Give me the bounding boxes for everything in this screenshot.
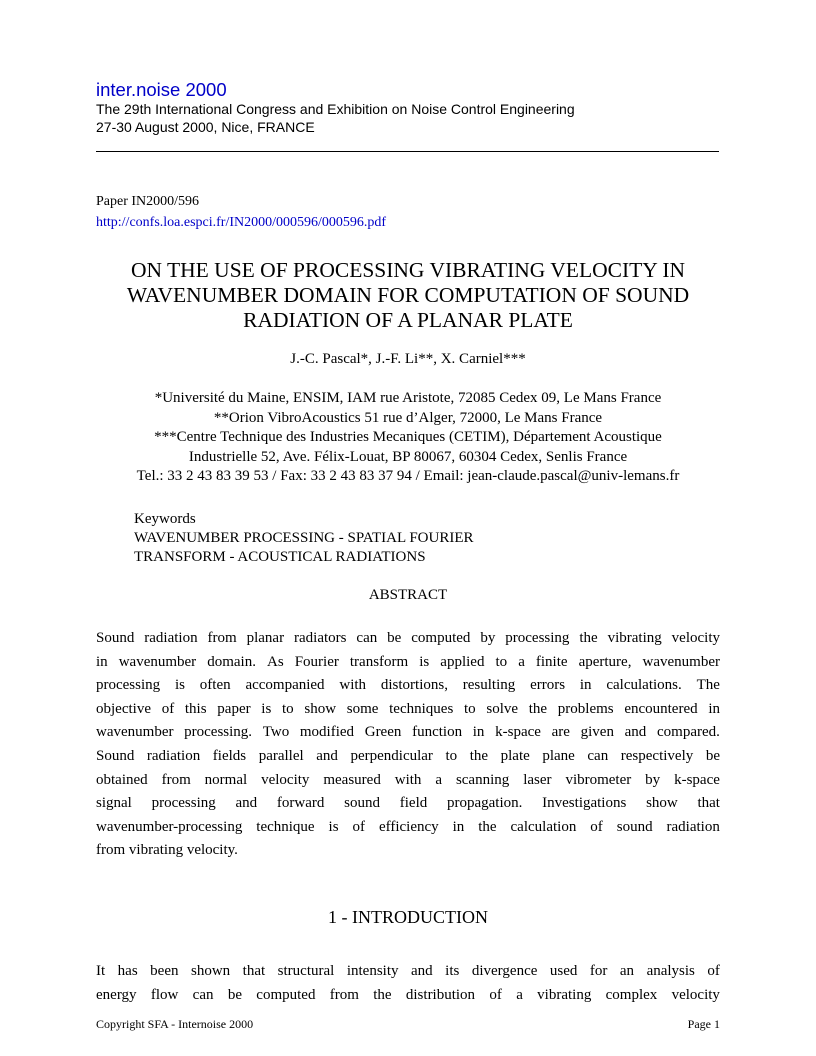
word: Investigations: [542, 795, 627, 812]
abstract-line: [96, 627, 720, 651]
contact-line: Tel.: 33 2 43 83 39 53 / Fax: 33 2 43 83 37 94 / Email: jean-claude.pascal@univ-lemans.fr: [136, 468, 680, 484]
abstract-line: [96, 721, 720, 745]
word: finite: [535, 653, 568, 670]
word: be: [387, 630, 402, 646]
word: from: [161, 771, 191, 788]
word: wavenumber: [118, 653, 197, 670]
word: calculations.: [606, 677, 682, 694]
abstract-line: [96, 651, 720, 675]
word: processing: [96, 677, 161, 694]
word: Green: [364, 724, 402, 741]
word: show: [304, 700, 337, 717]
word: Sound: [96, 630, 135, 646]
word: complex: [605, 987, 658, 1003]
word: often: [199, 677, 231, 694]
word: can: [192, 987, 214, 1003]
word: a: [435, 771, 443, 788]
keywords-label: Keywords: [134, 511, 196, 527]
keywords-line: WAVENUMBER PROCESSING - SPATIAL FOURIER: [134, 530, 474, 546]
word: are: [551, 724, 570, 741]
paper-url-link[interactable]: http://confs.loa.espci.fr/IN2000/000596/000596.pdf: [96, 215, 387, 230]
word: Two: [262, 724, 290, 741]
abstract-line: [96, 769, 720, 793]
word: velocity: [261, 771, 310, 788]
word: technique: [256, 818, 315, 835]
word: sound: [344, 795, 380, 812]
word: distortions,: [380, 677, 448, 694]
word: is: [261, 700, 272, 717]
word: to: [445, 747, 458, 764]
abstract-heading: ABSTRACT: [368, 587, 448, 603]
word: radiation: [144, 630, 198, 646]
paper-id: Paper IN2000/596: [96, 194, 200, 209]
word: has: [117, 963, 138, 979]
word: errors: [530, 677, 566, 694]
word: the: [373, 987, 392, 1003]
word: show: [646, 795, 678, 812]
word: the: [469, 747, 489, 764]
word: The: [696, 677, 720, 694]
word: and: [316, 747, 338, 764]
word: that: [697, 795, 720, 812]
word: k-space: [495, 724, 541, 741]
word: of: [352, 818, 366, 835]
word: distribution: [405, 987, 476, 1003]
word: encountered: [624, 700, 698, 717]
header-divider: [96, 151, 719, 152]
affiliations: [90, 389, 726, 487]
word: of: [590, 818, 603, 835]
word: of: [161, 700, 175, 717]
word: measured: [323, 771, 381, 788]
word: to: [282, 700, 294, 717]
word: processing: [505, 630, 570, 646]
affiliation-line: ***Centre Technique des Industries Mecaniques (CETIM), Département Acoustique: [154, 429, 662, 445]
word: parallel: [258, 747, 304, 764]
word: and: [235, 795, 258, 812]
word: perpendicular: [350, 747, 433, 764]
word: aperture,: [578, 653, 632, 670]
introduction-line: [96, 983, 720, 1007]
word: for: [589, 963, 608, 979]
word: the: [528, 700, 548, 717]
word: in: [452, 818, 465, 835]
word: techniques: [389, 700, 454, 717]
word: that: [242, 963, 266, 979]
word: given: [580, 724, 614, 741]
word: structural: [277, 963, 335, 979]
word: vibrating: [607, 630, 662, 646]
word: and: [624, 724, 647, 741]
word: been: [150, 963, 179, 979]
word: wavenumber-processing: [96, 818, 243, 835]
word: in: [96, 653, 108, 670]
word: solve: [486, 700, 519, 717]
word: energy: [96, 987, 137, 1003]
keywords-block: [134, 510, 474, 567]
keywords-line: TRANSFORM - ACOUSTICAL RADIATIONS: [134, 549, 426, 565]
word: plane: [542, 747, 575, 764]
word: wavenumber: [642, 653, 720, 670]
word: and: [411, 963, 433, 979]
word: the: [579, 630, 598, 646]
word: can: [356, 630, 378, 646]
word: is: [328, 818, 339, 835]
word: field: [399, 795, 428, 812]
word: sound: [616, 818, 653, 835]
word: of: [707, 963, 720, 979]
conference-date-place: 27-30 August 2000, Nice, FRANCE: [96, 119, 315, 135]
word: laser: [523, 771, 552, 788]
word: the: [478, 818, 497, 835]
word: an: [619, 963, 635, 979]
authors: J.-C. Pascal*, J.-F. Li**, X. Carniel***: [290, 351, 526, 367]
word: normal: [204, 771, 248, 788]
abstract-line: [96, 674, 720, 698]
word: of: [489, 987, 502, 1003]
word: by: [645, 771, 661, 788]
word: flow: [150, 987, 179, 1003]
word: from: [207, 630, 237, 646]
abstract-body: [96, 627, 720, 863]
word: its: [445, 963, 460, 979]
word: wavenumber: [96, 724, 174, 741]
word: As: [266, 653, 284, 670]
word: this: [184, 700, 207, 717]
word: in: [579, 677, 592, 694]
abstract-line: from vibrating velocity.: [96, 842, 238, 859]
word: modified: [299, 724, 355, 741]
word: velocity: [671, 987, 720, 1003]
introduction-heading: 1 - INTRODUCTION: [328, 907, 488, 927]
word: with: [394, 771, 422, 788]
abstract-line: [96, 816, 720, 840]
word: objective: [96, 700, 151, 717]
word: fields: [212, 747, 247, 764]
paper-title-line: RADIATION OF A PLANAR PLATE: [243, 308, 573, 332]
word: efficiency: [378, 818, 439, 835]
word: to: [495, 653, 508, 670]
word: velocity: [671, 630, 720, 646]
word: Sound: [96, 747, 135, 764]
word: problems: [557, 700, 614, 717]
footer-page-number: Page 1: [687, 1017, 720, 1031]
introduction-body: [96, 959, 720, 1007]
word: plate: [500, 747, 530, 764]
word: analysis: [646, 963, 695, 979]
word: computed: [256, 987, 316, 1003]
word: processing: [151, 795, 216, 812]
word: It: [96, 963, 106, 979]
word: radiation: [146, 747, 201, 764]
abstract-line: [96, 698, 720, 722]
word: with: [339, 677, 367, 694]
word: propagation.: [447, 795, 523, 812]
word: applied: [440, 653, 485, 670]
word: processing.: [184, 724, 253, 741]
conference-name: inter.noise 2000: [96, 79, 227, 100]
word: shown: [191, 963, 231, 979]
abstract-line: [96, 792, 720, 816]
affiliation-line: Industrielle 52, Ave. Félix-Louat, BP 80067, 60304 Cedex, Senlis France: [188, 448, 628, 465]
word: to: [464, 700, 476, 717]
word: accompanied: [245, 677, 325, 694]
word: some: [346, 700, 379, 717]
word: in: [472, 724, 485, 741]
word: a: [516, 987, 523, 1003]
word: signal: [96, 795, 132, 812]
word: vibrating: [537, 987, 592, 1003]
affiliation-line: **Orion VibroAcoustics 51 rue d’Alger, 72000, Le Mans France: [213, 409, 603, 426]
introduction-line: [96, 959, 720, 983]
abstract-line: [96, 745, 720, 769]
word: vibrometer: [565, 771, 632, 788]
word: can: [587, 747, 609, 764]
conference-subtitle: The 29th International Congress and Exhibition on Noise Control Engineering: [96, 101, 575, 117]
word: calculation: [510, 818, 577, 835]
word: planar: [246, 630, 285, 646]
word: Fourier: [294, 653, 339, 670]
word: used: [549, 963, 578, 979]
word: compared.: [657, 724, 720, 741]
word: a: [518, 653, 525, 670]
word: computed: [411, 630, 471, 646]
word: scanning: [455, 771, 510, 788]
word: paper: [217, 700, 251, 717]
affiliation-line: *Université du Maine, ENSIM, IAM rue Aristote, 72085 Cedex 09, Le Mans France: [154, 390, 662, 406]
word: function: [412, 724, 463, 741]
word: respectively: [620, 747, 694, 764]
word: radiators: [294, 630, 347, 646]
word: forward: [276, 795, 325, 812]
word: divergence: [471, 963, 538, 979]
word: by: [480, 630, 496, 646]
word: k-space: [674, 771, 720, 788]
word: domain.: [207, 653, 256, 670]
word: be: [705, 747, 720, 764]
paper-title: [96, 258, 720, 333]
word: is: [174, 677, 185, 694]
word: is: [419, 653, 430, 670]
word: from: [329, 987, 359, 1003]
paper-title-line: ON THE USE OF PROCESSING VIBRATING VELOCITY IN: [130, 258, 686, 282]
word: intensity: [346, 963, 399, 979]
word: be: [227, 987, 242, 1003]
footer-copyright: Copyright SFA - Internoise 2000: [96, 1017, 254, 1031]
word: in: [708, 700, 720, 717]
paper-title-line: WAVENUMBER DOMAIN FOR COMPUTATION OF SOUND: [126, 283, 690, 307]
word: obtained: [96, 771, 148, 788]
word: resulting: [462, 677, 516, 694]
word: transform: [349, 653, 409, 670]
word: radiation: [666, 818, 720, 835]
